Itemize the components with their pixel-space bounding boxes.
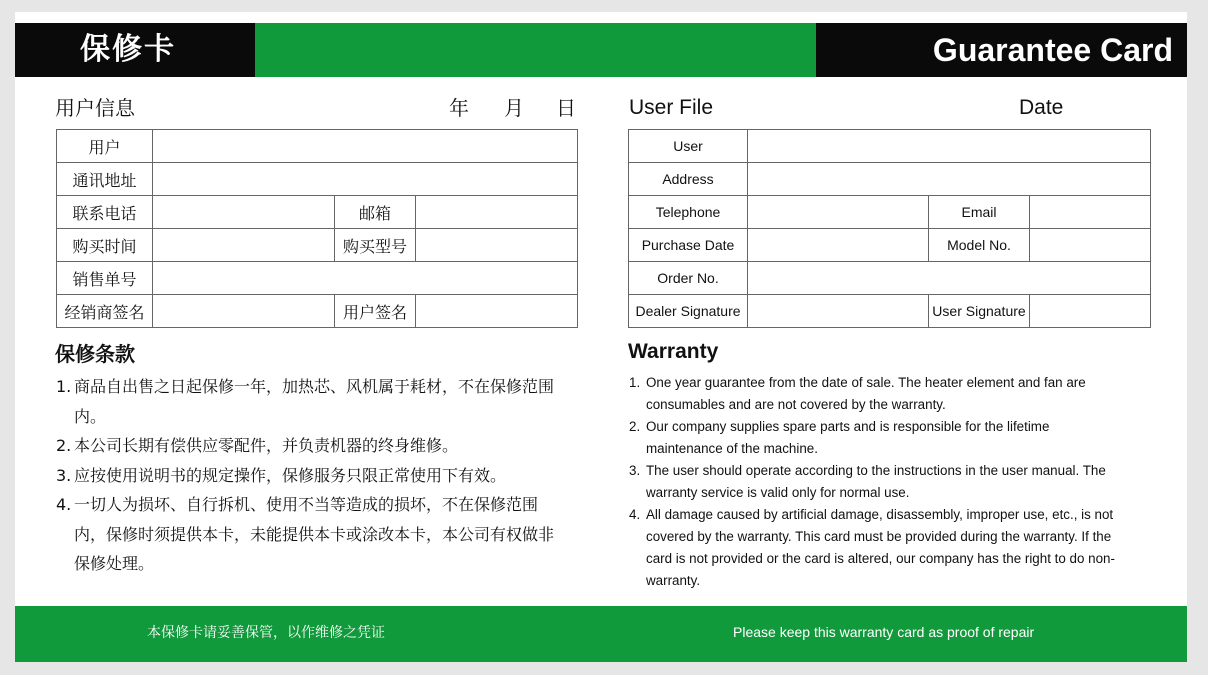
table-row bbox=[629, 295, 1151, 328]
user-field-en[interactable] bbox=[748, 130, 1151, 163]
term-number: 1. bbox=[56, 377, 72, 396]
year-label: 年 bbox=[449, 96, 469, 120]
user-label: 用户 bbox=[57, 130, 153, 163]
terms-list-en bbox=[629, 372, 1129, 592]
telephone-field-en[interactable] bbox=[748, 196, 929, 229]
term-text: One year guarantee from the date of sale. The heater element and fan are consumables and are not covered by the warranty. bbox=[646, 375, 1086, 412]
term-number: 4. bbox=[629, 507, 641, 522]
address-field-en[interactable] bbox=[748, 163, 1151, 196]
term-number: 3. bbox=[56, 465, 72, 485]
list-item bbox=[629, 460, 1129, 504]
model-field[interactable] bbox=[416, 229, 578, 262]
user-signature-field[interactable] bbox=[416, 295, 578, 328]
order-no-label-en: Order No. bbox=[629, 262, 748, 295]
table-row bbox=[629, 229, 1151, 262]
table-row bbox=[57, 163, 578, 196]
term-number: 3. bbox=[629, 463, 641, 478]
user-label-en: User bbox=[629, 130, 748, 163]
footer-bar bbox=[15, 606, 1187, 662]
address-label-en: Address bbox=[629, 163, 748, 196]
phone-field[interactable] bbox=[153, 196, 335, 229]
list-item bbox=[56, 431, 560, 461]
term-text: Our company supplies spare parts and is responsible for the lifetime maintenance of the machine. bbox=[646, 419, 1050, 456]
model-label-en: Model No. bbox=[929, 229, 1030, 262]
list-item bbox=[56, 490, 560, 579]
telephone-label-en: Telephone bbox=[629, 196, 748, 229]
list-item bbox=[629, 372, 1129, 416]
order-no-label: 销售单号 bbox=[57, 262, 153, 295]
table-row bbox=[629, 130, 1151, 163]
order-no-field-en[interactable] bbox=[748, 262, 1151, 295]
model-field-en[interactable] bbox=[1030, 229, 1151, 262]
month-label: 月 bbox=[504, 96, 524, 120]
term-number: 1. bbox=[629, 375, 641, 390]
user-info-form-cn bbox=[56, 129, 578, 328]
table-row bbox=[629, 262, 1151, 295]
footer-note-en: Please keep this warranty card as proof of repair bbox=[733, 624, 1035, 640]
term-text: 一切人为损坏、自行拆机、使用不当等造成的损坏，不在保修范围内，保修时须提供本卡，未能提供本卡或涂改本卡，本公司有权做非保修处理。 bbox=[74, 495, 555, 573]
term-number: 2. bbox=[629, 419, 641, 434]
email-field[interactable] bbox=[416, 196, 578, 229]
day-label: 日 bbox=[556, 96, 576, 120]
dealer-signature-field-en[interactable] bbox=[748, 295, 929, 328]
term-text: 本公司长期有偿供应零配件，并负责机器的终身维修。 bbox=[74, 436, 459, 455]
dealer-signature-field[interactable] bbox=[153, 295, 335, 328]
purchase-time-field[interactable] bbox=[153, 229, 335, 262]
model-label: 购买型号 bbox=[335, 229, 416, 262]
term-text: 商品自出售之日起保修一年，加热芯、风机属于耗材，不在保修范围内。 bbox=[74, 377, 555, 426]
order-no-field[interactable] bbox=[153, 262, 578, 295]
table-row bbox=[57, 196, 578, 229]
list-item bbox=[629, 416, 1129, 460]
table-row bbox=[57, 229, 578, 262]
user-info-title-cn: 用户信息 bbox=[55, 96, 135, 120]
guarantee-card bbox=[15, 12, 1187, 662]
term-number: 2. bbox=[56, 436, 72, 455]
title-en: Guarantee Card bbox=[816, 23, 1187, 77]
footer-note-cn: 本保修卡请妥善保管，以作维修之凭证 bbox=[147, 625, 385, 641]
header-bar bbox=[15, 23, 1187, 77]
phone-label: 联系电话 bbox=[57, 196, 153, 229]
table-row bbox=[57, 262, 578, 295]
term-text: The user should operate according to the instructions in the user manual. The warranty service is valid only for normal use. bbox=[646, 463, 1106, 500]
table-row bbox=[629, 196, 1151, 229]
table-row bbox=[629, 163, 1151, 196]
table-row bbox=[57, 295, 578, 328]
user-signature-label-en: User Signature bbox=[929, 295, 1030, 328]
user-file-form-en bbox=[628, 129, 1151, 328]
terms-title-en: Warranty bbox=[628, 340, 719, 363]
title-cn: 保修卡 bbox=[15, 23, 255, 77]
terms-list-cn bbox=[56, 372, 560, 579]
email-label: 邮箱 bbox=[335, 196, 416, 229]
dealer-signature-label: 经销商签名 bbox=[57, 295, 153, 328]
list-item bbox=[56, 461, 560, 491]
date-fields-cn bbox=[449, 96, 579, 120]
user-field[interactable] bbox=[153, 130, 578, 163]
terms-title-cn: 保修条款 bbox=[55, 342, 135, 366]
address-label: 通讯地址 bbox=[57, 163, 153, 196]
purchase-time-label: 购买时间 bbox=[57, 229, 153, 262]
user-file-title-en: User File bbox=[629, 96, 714, 119]
address-field[interactable] bbox=[153, 163, 578, 196]
email-field-en[interactable] bbox=[1030, 196, 1151, 229]
list-item bbox=[629, 504, 1129, 592]
date-label-en: Date bbox=[1019, 96, 1064, 119]
purchase-date-label-en: Purchase Date bbox=[629, 229, 748, 262]
dealer-signature-label-en: Dealer Signature bbox=[629, 295, 748, 328]
user-signature-field-en[interactable] bbox=[1030, 295, 1151, 328]
list-item bbox=[56, 372, 560, 431]
user-signature-label: 用户签名 bbox=[335, 295, 416, 328]
term-text: 应按使用说明书的规定操作，保修服务只限正常使用下有效。 bbox=[74, 465, 507, 485]
email-label-en: Email bbox=[929, 196, 1030, 229]
purchase-date-field-en[interactable] bbox=[748, 229, 929, 262]
term-text: All damage caused by artificial damage, disassembly, improper use, etc., is not covered by the warranty. This card must be provided during the warranty. If the card is not provided or the card is altered, our company has the right to do non-warranty. bbox=[646, 507, 1115, 588]
term-number: 4. bbox=[56, 495, 72, 514]
table-row bbox=[57, 130, 578, 163]
